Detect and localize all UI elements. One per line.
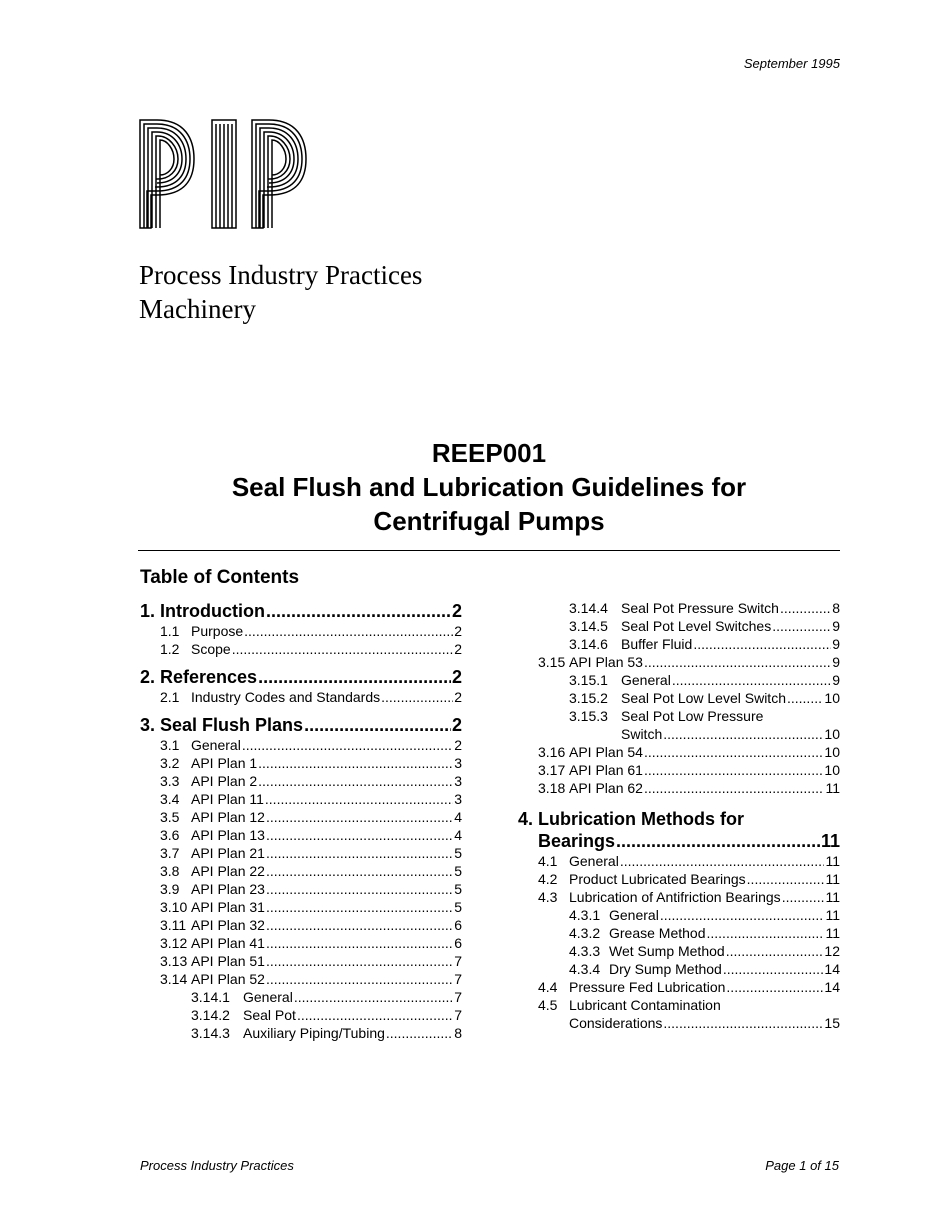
toc-num: 3.15.1	[569, 672, 608, 688]
toc-page: 3	[454, 791, 462, 807]
toc-entry[interactable]	[518, 653, 840, 671]
pip-logo	[139, 119, 311, 229]
toc-title-cont: Considerations	[569, 1015, 663, 1031]
toc-entry[interactable]	[518, 707, 840, 743]
toc-title: General	[191, 737, 241, 753]
toc-num: 3.8	[160, 863, 180, 879]
toc-entry[interactable]	[518, 689, 840, 707]
toc-page: 9	[832, 654, 840, 670]
toc-entry[interactable]	[518, 617, 840, 635]
toc-entry[interactable]	[518, 671, 840, 689]
toc-page: 11	[825, 780, 840, 796]
toc-num: 3.9	[160, 881, 180, 897]
toc-title: API Plan 61	[569, 762, 643, 778]
toc-title: Auxiliary Piping/Tubing	[243, 1025, 385, 1041]
toc-entry[interactable]	[518, 870, 840, 888]
toc-page: 11	[825, 889, 840, 905]
toc-page: 3	[454, 773, 462, 789]
toc-title: General	[569, 853, 619, 869]
toc-title: Purpose	[191, 623, 244, 639]
toc-entry[interactable]	[518, 978, 840, 996]
toc-title: Seal Flush Plans	[160, 715, 304, 735]
toc-entry[interactable]	[518, 888, 840, 906]
org-line-2: Machinery	[139, 294, 256, 324]
toc-page: 15	[824, 1015, 840, 1031]
toc-title: Lubricant Contamination	[569, 997, 721, 1013]
toc-page: 2	[454, 689, 462, 705]
toc-num: 3.3	[160, 773, 180, 789]
toc-entry[interactable]	[518, 635, 840, 653]
toc-page: 11	[825, 925, 840, 941]
toc-page: 2	[451, 715, 462, 735]
toc-page: 2	[451, 601, 462, 621]
document-code: REEP001	[431, 438, 547, 468]
toc-title: General	[621, 672, 671, 688]
toc-num: 4.3.3	[569, 943, 601, 959]
toc-page: 6	[454, 935, 462, 951]
toc-num: 1.1	[160, 623, 180, 639]
toc-num: 3.14.2	[191, 1007, 230, 1023]
toc-title: API Plan 2	[191, 773, 258, 789]
toc-page: 3	[454, 755, 462, 771]
toc-title: Seal Pot Low Level Switch	[621, 690, 786, 706]
toc-title: Introduction	[160, 601, 265, 621]
toc-title: API Plan 23	[191, 881, 265, 897]
toc-page: 11	[825, 907, 840, 923]
toc-title: References	[160, 667, 258, 687]
toc-num: 3.10	[160, 899, 188, 915]
footer-publisher: Process Industry Practices	[140, 1158, 294, 1173]
org-line-1: Process Industry Practices	[139, 260, 423, 290]
toc-num: 4.3.1	[569, 907, 601, 923]
toc-page: 2	[454, 737, 462, 753]
toc-num: 3.	[140, 715, 156, 735]
toc-num: 3.18	[538, 780, 566, 796]
toc-title: API Plan 53	[569, 654, 643, 670]
toc-left-column	[140, 600, 462, 1042]
toc-num: 3.12	[160, 935, 188, 951]
toc-num: 3.17	[538, 762, 566, 778]
toc-page: 7	[454, 989, 462, 1005]
toc-num: 3.15.3	[569, 708, 608, 724]
toc-title: API Plan 22	[191, 863, 265, 879]
toc-num: 4.5	[538, 997, 558, 1013]
toc-entry[interactable]	[518, 599, 840, 617]
toc-page: 2	[454, 641, 462, 657]
toc-page: 11	[825, 853, 840, 869]
toc-page: 10	[824, 744, 840, 760]
toc-entry[interactable]	[140, 898, 462, 916]
toc-title: Wet Sump Method	[609, 943, 725, 959]
toc-title: API Plan 41	[191, 935, 265, 951]
toc-page: 4	[454, 827, 462, 843]
toc-title: Pressure Fed Lubrication	[569, 979, 726, 995]
toc-page: 10	[824, 762, 840, 778]
toc-entry[interactable]	[140, 844, 462, 862]
toc-entry[interactable]	[140, 862, 462, 880]
toc-num: 3.1	[160, 737, 180, 753]
toc-page: 5	[454, 863, 462, 879]
toc-title: Seal Pot	[243, 1007, 296, 1023]
toc-page: 11	[825, 871, 840, 887]
toc-title-cont: Switch	[621, 726, 663, 742]
toc-heading: Table of Contents	[140, 567, 300, 588]
toc-entry[interactable]	[140, 970, 462, 988]
toc-title: Dry Sump Method	[609, 961, 722, 977]
toc-title: General	[243, 989, 293, 1005]
toc-entry[interactable]	[140, 916, 462, 934]
toc-num: 1.2	[160, 641, 180, 657]
toc-title: API Plan 21	[191, 845, 265, 861]
toc-entry[interactable]	[140, 1024, 462, 1042]
toc-page: 10	[824, 726, 840, 742]
document-title	[0, 436, 950, 538]
toc-page: 14	[824, 961, 840, 977]
toc-page: 2	[451, 667, 462, 687]
toc-entry[interactable]	[140, 714, 462, 736]
toc-page: 7	[454, 953, 462, 969]
toc-title: Product Lubricated Bearings	[569, 871, 746, 887]
toc-title: Seal Pot Level Switches	[621, 618, 772, 634]
organization-name	[139, 258, 422, 326]
toc-page: 14	[824, 979, 840, 995]
toc-num: 3.4	[160, 791, 180, 807]
toc-title: API Plan 31	[191, 899, 265, 915]
toc-page: 8	[832, 600, 840, 616]
toc-num: 4.1	[538, 853, 558, 869]
toc-title: Buffer Fluid	[621, 636, 693, 652]
toc-page: 10	[824, 690, 840, 706]
toc-num: 4.	[518, 809, 534, 829]
toc-page: 6	[454, 917, 462, 933]
toc-entry[interactable]	[140, 988, 462, 1006]
toc-num: 3.14	[160, 971, 188, 987]
toc-entry[interactable]	[140, 952, 462, 970]
toc-entry[interactable]	[140, 808, 462, 826]
toc-title: Lubrication Methods for	[538, 809, 744, 829]
toc-page: 4	[454, 809, 462, 825]
toc-num: 3.2	[160, 755, 180, 771]
toc-entry[interactable]	[518, 743, 840, 761]
toc-entry[interactable]	[140, 622, 462, 640]
toc-title: API Plan 62	[569, 780, 643, 796]
toc-num: 3.13	[160, 953, 188, 969]
toc-num: 4.4	[538, 979, 558, 995]
toc-num: 4.3.4	[569, 961, 601, 977]
toc-num: 3.16	[538, 744, 566, 760]
title-line-2: Centrifugal Pumps	[373, 506, 605, 536]
toc-page: 5	[454, 881, 462, 897]
toc-title: API Plan 52	[191, 971, 265, 987]
toc-title-cont: Bearings	[538, 831, 616, 851]
toc-entry[interactable]	[140, 772, 462, 790]
title-divider	[138, 550, 840, 551]
toc-entry[interactable]	[140, 826, 462, 844]
toc-page: 5	[454, 899, 462, 915]
toc-title: Grease Method	[609, 925, 706, 941]
toc-num: 3.14.5	[569, 618, 608, 634]
toc-title: API Plan 32	[191, 917, 265, 933]
toc-entry[interactable]	[518, 960, 840, 978]
toc-entry[interactable]	[140, 600, 462, 622]
toc-title: API Plan 13	[191, 827, 265, 843]
toc-entry[interactable]	[140, 666, 462, 688]
toc-num: 3.14.1	[191, 989, 230, 1005]
toc-entry[interactable]	[140, 736, 462, 754]
toc-entry[interactable]	[518, 996, 840, 1032]
toc-num: 3.7	[160, 845, 180, 861]
toc-num: 4.2	[538, 871, 558, 887]
toc-entry[interactable]	[140, 790, 462, 808]
toc-title: Scope	[191, 641, 231, 657]
toc-title: API Plan 51	[191, 953, 265, 969]
toc-entry[interactable]	[518, 761, 840, 779]
toc-title: Industry Codes and Standards	[191, 689, 381, 705]
title-line-1: Seal Flush and Lubrication Guidelines for	[231, 472, 747, 502]
toc-entry[interactable]	[140, 640, 462, 658]
toc-title: Seal Pot Pressure Switch	[621, 600, 779, 616]
toc-page: 9	[832, 636, 840, 652]
toc-num: 3.14.4	[569, 600, 608, 616]
toc-page: 8	[454, 1025, 462, 1041]
toc-entry[interactable]	[140, 880, 462, 898]
toc-num: 3.15.2	[569, 690, 608, 706]
toc-num: 3.14.6	[569, 636, 608, 652]
toc-entry[interactable]	[518, 906, 840, 924]
toc-num: 4.3.2	[569, 925, 601, 941]
toc-page: 12	[824, 943, 840, 959]
toc-entry[interactable]	[518, 924, 840, 942]
toc-title: API Plan 11	[191, 791, 264, 807]
toc-entry[interactable]	[140, 754, 462, 772]
toc-num: 1.	[140, 601, 156, 621]
toc-title: Lubrication of Antifriction Bearings	[569, 889, 781, 905]
toc-page: 9	[832, 672, 840, 688]
toc-title: API Plan 12	[191, 809, 265, 825]
toc-title: Seal Pot Low Pressure	[621, 708, 764, 724]
toc-num: 2.1	[160, 689, 180, 705]
toc-right-column	[518, 599, 840, 1032]
toc-title: API Plan 54	[569, 744, 643, 760]
document-date: September 1995	[743, 56, 840, 71]
toc-entry[interactable]	[140, 688, 462, 706]
toc-num: 2.	[140, 667, 156, 687]
toc-num: 3.6	[160, 827, 180, 843]
toc-entry[interactable]	[518, 779, 840, 797]
toc-entry[interactable]	[140, 934, 462, 952]
toc-entry[interactable]	[518, 808, 840, 852]
toc-num: 3.14.3	[191, 1025, 230, 1041]
toc-num: 3.5	[160, 809, 180, 825]
toc-page: 9	[832, 618, 840, 634]
toc-num: 3.15	[538, 654, 566, 670]
toc-page: 7	[454, 971, 462, 987]
toc-page: 11	[820, 831, 840, 851]
toc-page: 7	[454, 1007, 462, 1023]
toc-page: 5	[454, 845, 462, 861]
toc-title: General	[609, 907, 659, 923]
footer-page-number: Page 1 of 15	[765, 1158, 839, 1173]
toc-num: 4.3	[538, 889, 558, 905]
toc-num: 3.11	[160, 917, 187, 933]
toc-entry[interactable]	[518, 852, 840, 870]
toc-page: 2	[454, 623, 462, 639]
toc-entry[interactable]	[518, 942, 840, 960]
toc-title: API Plan 1	[191, 755, 258, 771]
toc-entry[interactable]	[140, 1006, 462, 1024]
